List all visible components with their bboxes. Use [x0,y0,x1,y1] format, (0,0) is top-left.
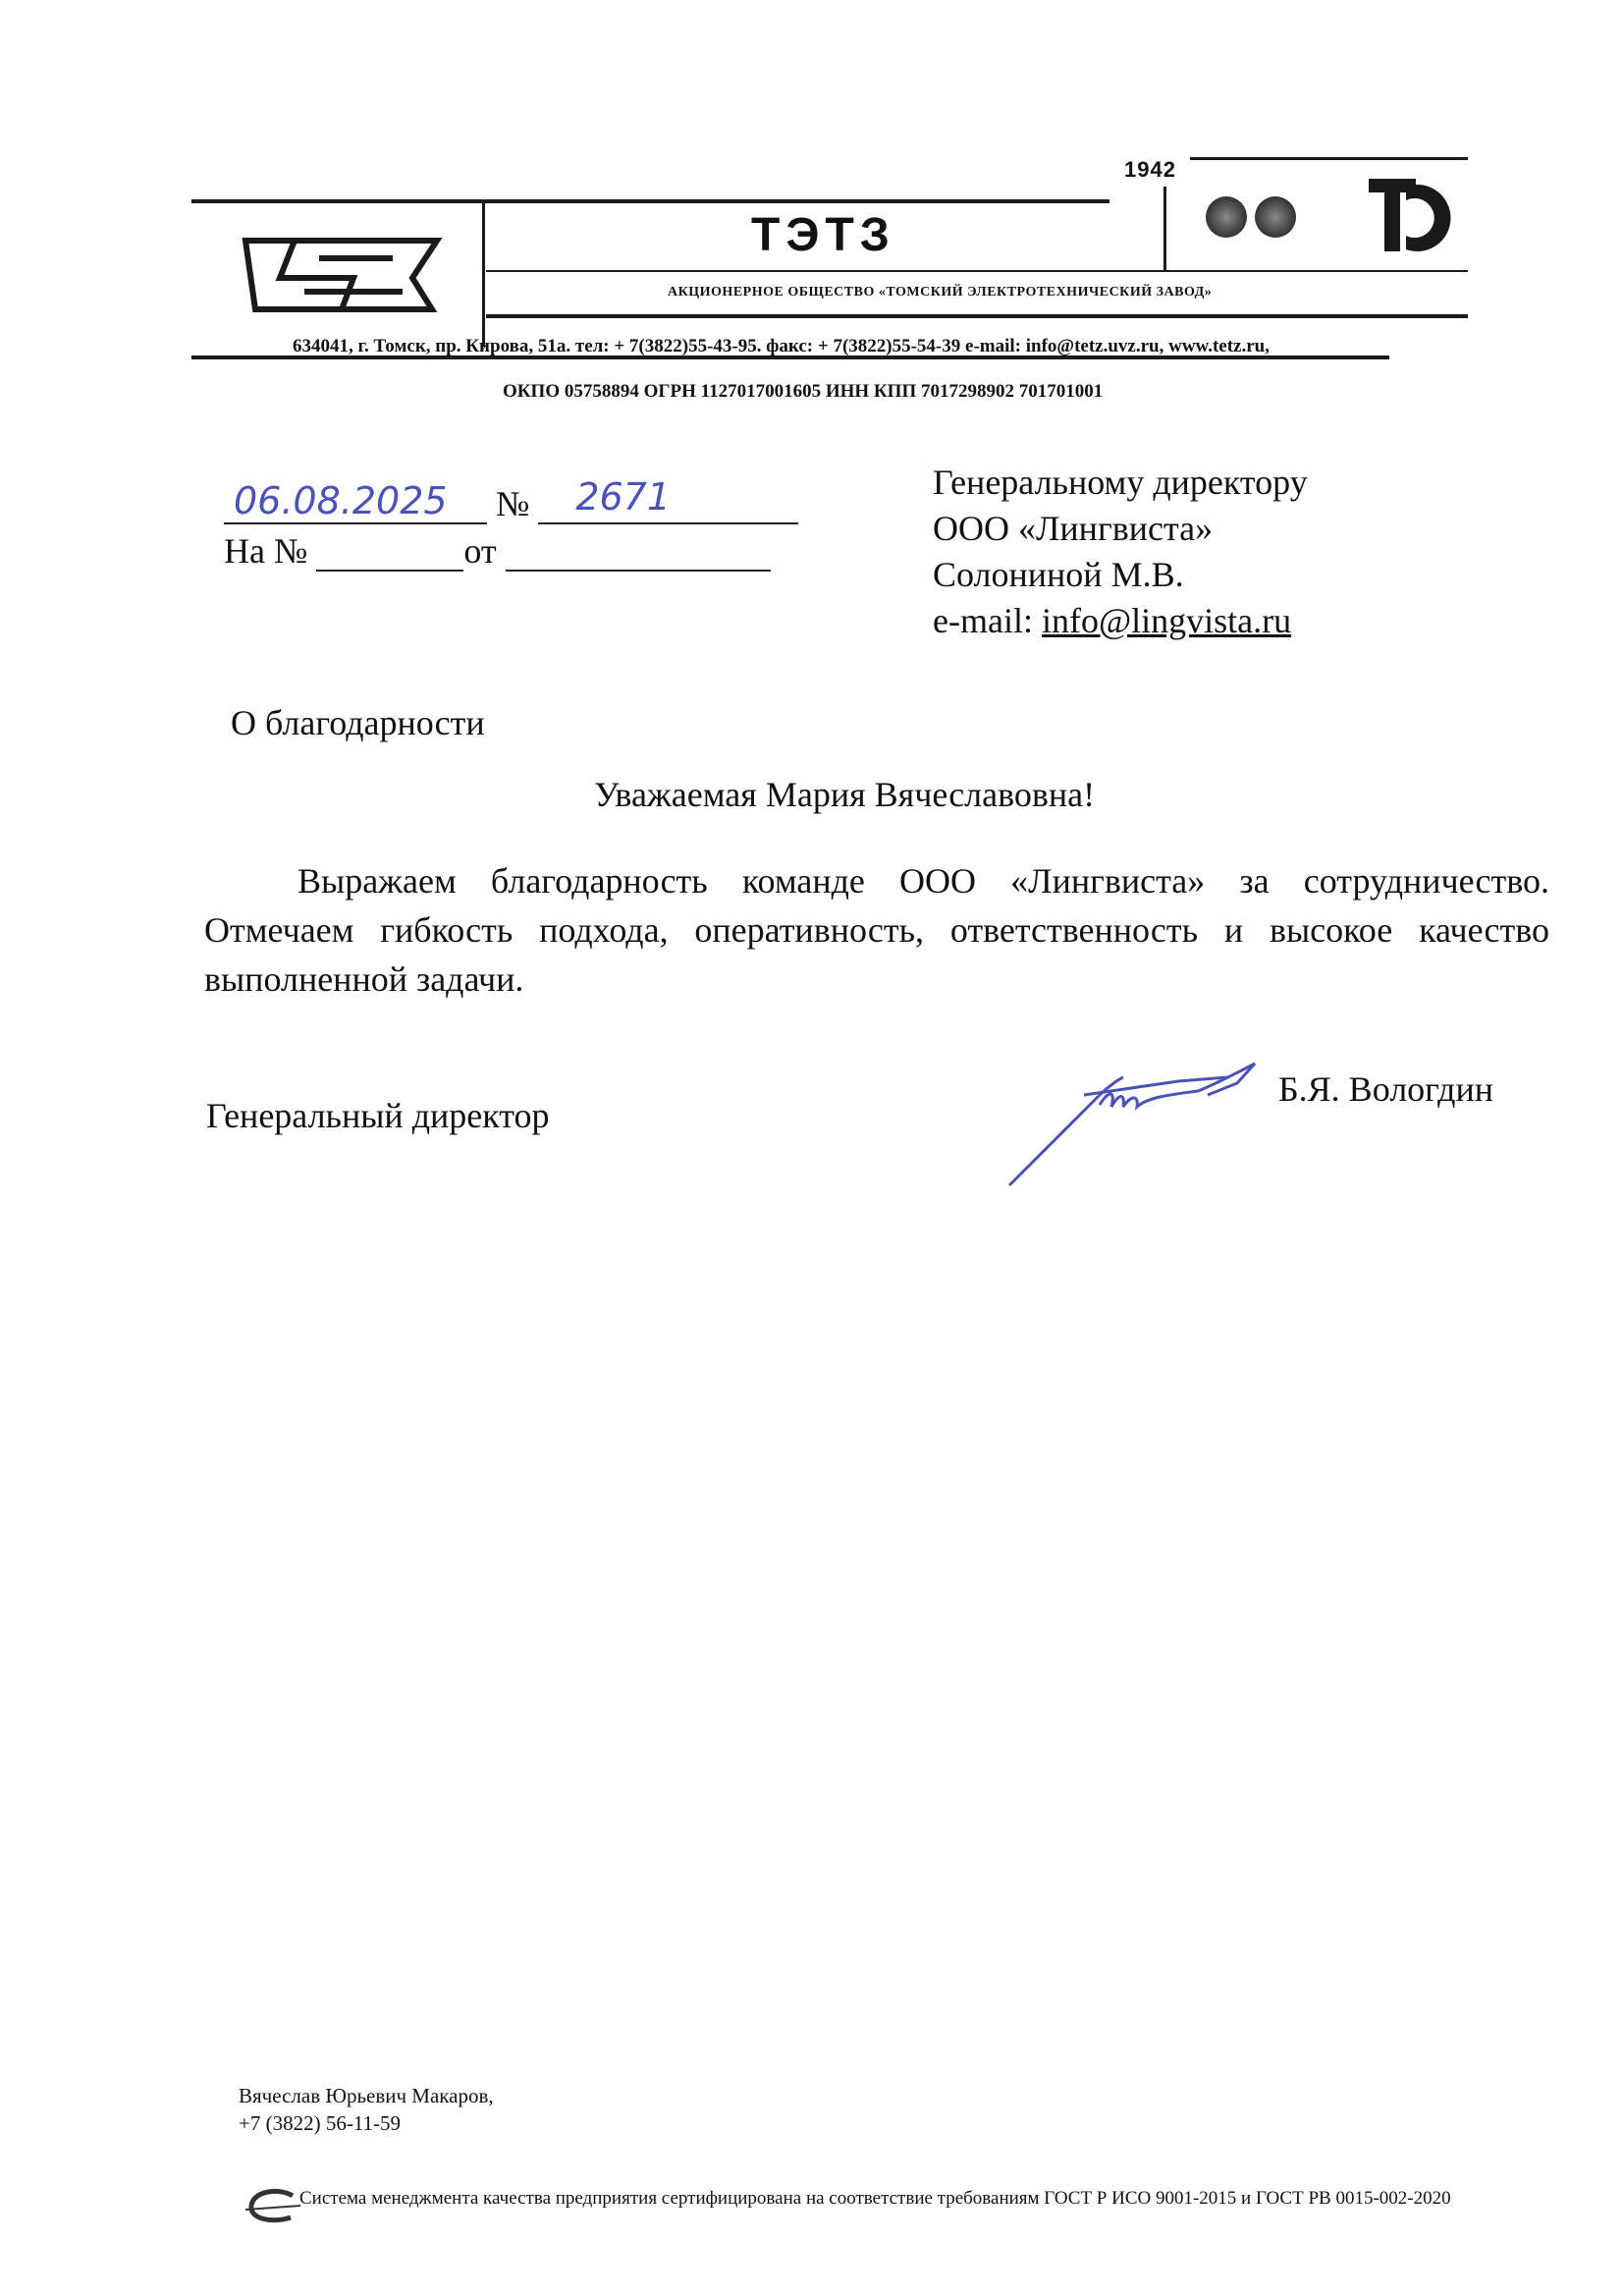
executor-block [239,2082,494,2137]
email-label: e-mail: [933,601,1033,640]
handwritten-signature [1001,1056,1267,1193]
outgoing-date: 06.08.2025 [234,479,448,522]
company-registry: ОКПО 05758894 ОГРН 1127017001605 ИНН КПП 7017298902 701701001 [503,381,1104,402]
addressee-email-link[interactable]: info@lingvista.ru [1041,601,1292,640]
outgoing-number-field [538,475,798,524]
letterhead-separator-left [482,199,485,347]
body-line: выполненной задачи. [204,959,524,999]
reply-date-field [506,540,771,572]
company-contacts: 634041, г. Томск, пр. Кирова, 51а. тел: + 7(3822)55-43-95. факс: + 7(3822)55-54-39 e-mail: info@tetz.uvz.ru, www.tetz.ru, [293,336,1270,356]
letterhead-bottom-rule [486,314,1468,318]
reply-from-label: от [463,531,497,571]
td-logo [1367,177,1465,255]
number-label: № [496,484,530,523]
addressee-email-line [933,598,1308,644]
addressee-name: Солониной М.В. [933,555,1184,594]
company-full-name: АКЦИОНЕРНОЕ ОБЩЕСТВО «ТОМСКИЙ ЭЛЕКТРОТЕХНИЧЕСКИЙ ЗАВОД» [668,285,1213,300]
letterhead-middle-rule [486,270,1468,272]
reply-reference-line [224,530,771,572]
uvz-logo [236,231,447,319]
outgoing-number: 2671 [575,475,672,519]
founded-year: 1942 [1124,157,1176,182]
letterhead-top-rule [191,199,1109,203]
award-emblem-icon [1255,196,1296,238]
executor-phone: +7 (3822) 56-11-59 [239,2111,402,2135]
reply-prefix: На № [224,531,308,571]
signatory-position: Генеральный директор [206,1096,550,1135]
letter-subject: О благодарности [231,703,485,742]
addressee-block [933,460,1308,644]
letterhead-separator-right [1163,187,1166,270]
certification-footer: Система менеджмента качества предприятия сертифицирована на соответствие требованиям ГОСТ Р ИСО 9001-2015 и ГОСТ РВ 0015-002-2020 [299,2188,1451,2209]
outgoing-date-field [224,479,487,524]
addressee-position: Генеральному директору [933,463,1308,502]
executor-name: Вячеслав Юрьевич Макаров, [239,2084,494,2107]
addressee-company: ООО «Лингвиста» [933,509,1214,548]
company-short-name: ТЭТЗ [751,209,895,261]
letter-salutation: Уважаемая Мария Вячеславовна! [594,775,1096,814]
reply-number-field [316,540,463,572]
letterhead-top-rule-right [1190,157,1468,160]
award-emblem-icon [1206,196,1247,238]
letter-body [204,856,1549,1004]
certification-logo-icon [243,2188,302,2225]
outgoing-date-line [224,475,798,524]
body-line: Отмечаем гибкость подхода, оперативность, ответственность и высокое качество [204,910,1549,950]
body-line: Выражаем благодарность команде ООО «Лингвиста» за сотрудничество. [298,861,1549,901]
signatory-name: Б.Я. Вологдин [1278,1069,1494,1109]
